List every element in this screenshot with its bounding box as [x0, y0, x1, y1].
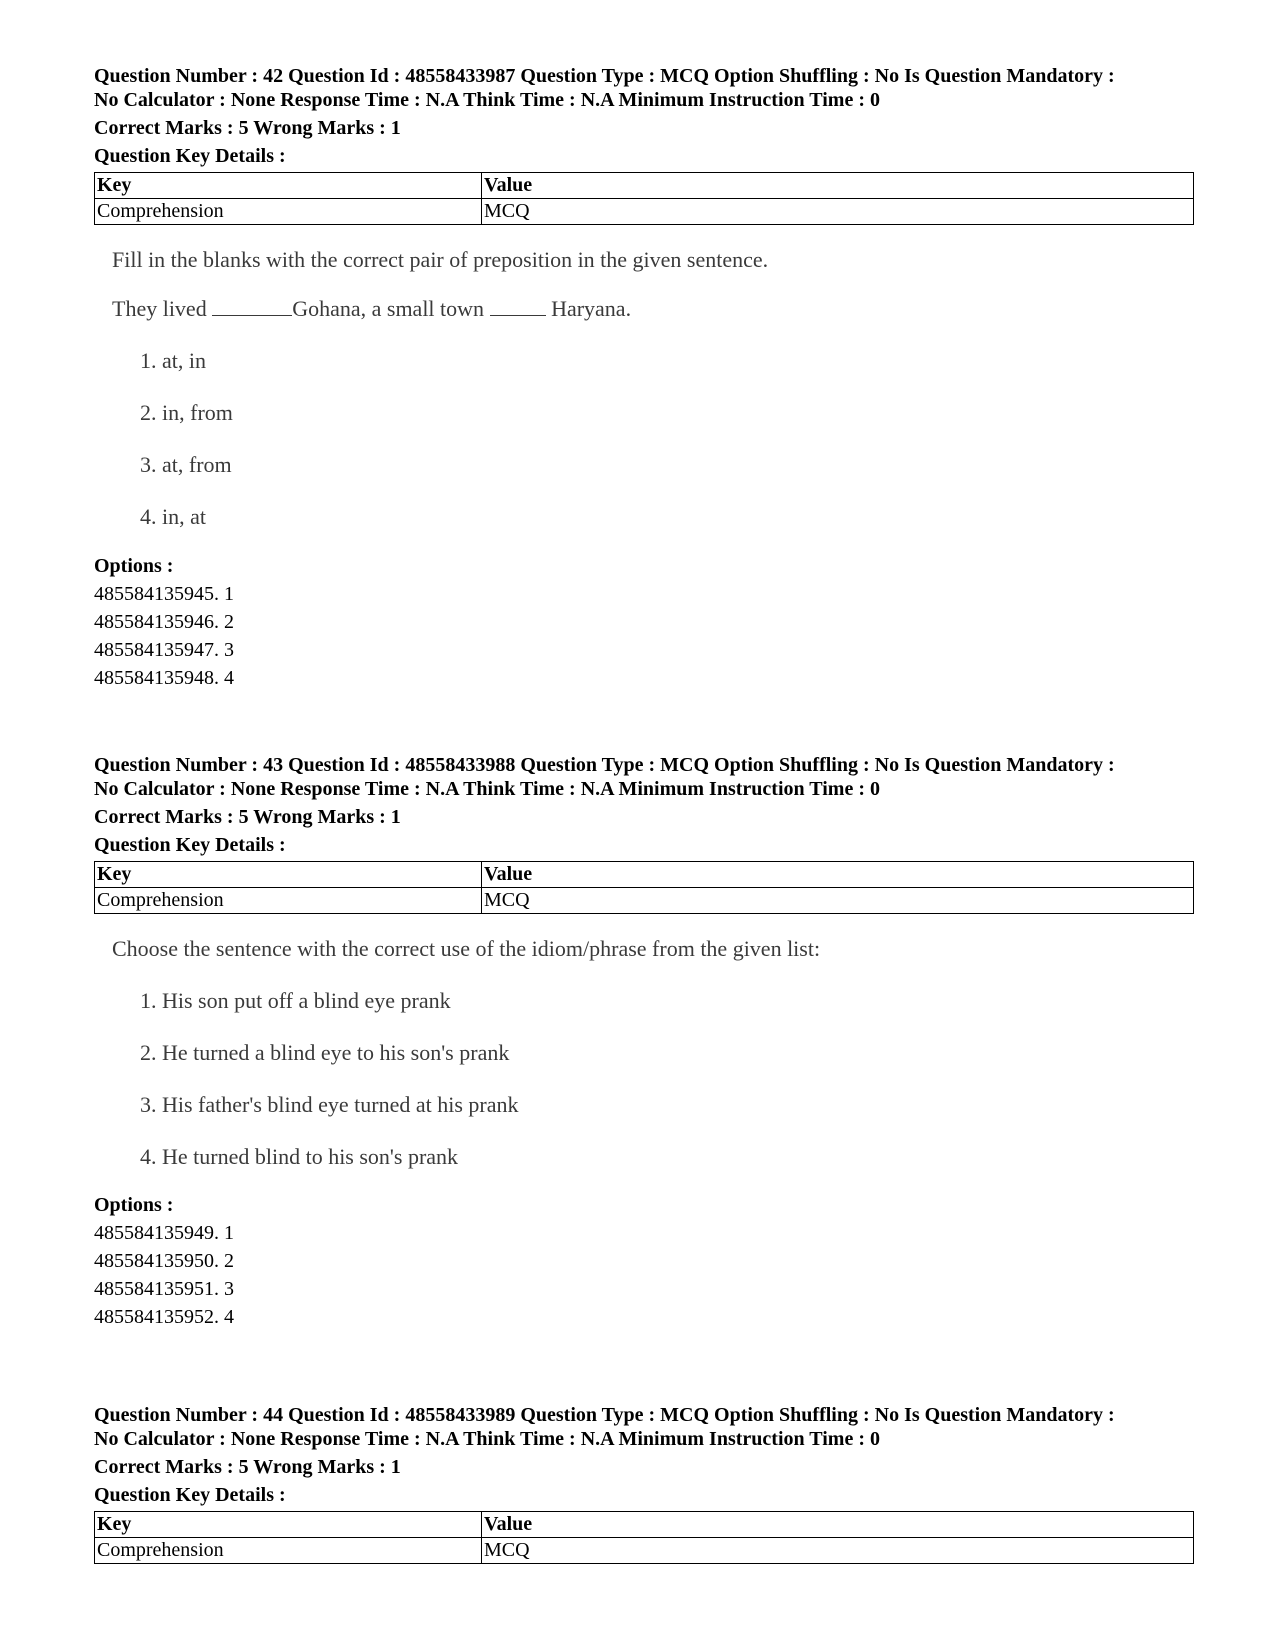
value-header-cell: Value	[482, 862, 1194, 888]
option-item: 485584135947. 3	[94, 639, 234, 661]
table-row	[95, 1538, 1194, 1564]
answer-choice: 1. His son put off a blind eye prank	[140, 988, 451, 1013]
question-meta-line1: Question Number : 42 Question Id : 48558433987 Question Type : MCQ Option Shuffling : No Is Question Mandatory :	[94, 65, 1115, 87]
question-stem	[112, 296, 631, 322]
stem-part: Gohana, a small town	[292, 296, 490, 321]
answer-choice: 2. He turned a blind eye to his son's prank	[140, 1040, 510, 1065]
option-item: 485584135949. 1	[94, 1222, 234, 1244]
key-details-label: Question Key Details :	[94, 834, 286, 856]
stem-part: They lived	[112, 296, 213, 321]
key-header-cell: Key	[95, 1512, 482, 1538]
question-body	[94, 225, 1194, 555]
key-details-table	[94, 861, 1194, 914]
answer-choice: 3. at, from	[140, 452, 232, 477]
question-42	[94, 64, 1194, 695]
blank	[212, 297, 292, 316]
blank	[490, 297, 546, 316]
key-details-table	[94, 172, 1194, 225]
options-label: Options :	[94, 555, 174, 577]
table-header-row	[95, 1512, 1194, 1538]
question-marks: Correct Marks : 5 Wrong Marks : 1	[94, 1456, 401, 1478]
options-section	[94, 555, 1194, 695]
key-cell: Comprehension	[95, 888, 482, 914]
option-item: 485584135948. 4	[94, 667, 234, 689]
option-item: 485584135945. 1	[94, 583, 234, 605]
question-meta-line2: No Calculator : None Response Time : N.A Think Time : N.A Minimum Instruction Time : 0	[94, 1428, 880, 1450]
value-header-cell: Value	[482, 173, 1194, 199]
question-body	[94, 914, 1194, 1194]
table-header-row	[95, 862, 1194, 888]
answer-choice: 4. He turned blind to his son's prank	[140, 1144, 459, 1169]
options-section	[94, 1194, 1194, 1334]
key-cell: Comprehension	[95, 199, 482, 225]
option-item: 485584135946. 2	[94, 611, 234, 633]
option-item: 485584135950. 2	[94, 1250, 234, 1272]
question-meta-line2: No Calculator : None Response Time : N.A Think Time : N.A Minimum Instruction Time : 0	[94, 89, 880, 111]
question-prompt: Choose the sentence with the correct use of the idiom/phrase from the given list:	[112, 936, 821, 961]
key-details-label: Question Key Details :	[94, 145, 286, 167]
question-meta-line2: No Calculator : None Response Time : N.A Think Time : N.A Minimum Instruction Time : 0	[94, 778, 880, 800]
table-header-row	[95, 173, 1194, 199]
answer-choice: 3. His father's blind eye turned at his prank	[140, 1092, 519, 1117]
question-marks: Correct Marks : 5 Wrong Marks : 1	[94, 806, 401, 828]
option-item: 485584135951. 3	[94, 1278, 234, 1300]
value-cell: MCQ	[482, 199, 1194, 225]
question-meta-line1: Question Number : 44 Question Id : 48558433989 Question Type : MCQ Option Shuffling : No Is Question Mandatory :	[94, 1404, 1115, 1426]
value-header-cell: Value	[482, 1512, 1194, 1538]
key-header-cell: Key	[95, 173, 482, 199]
answer-choice: 1. at, in	[140, 348, 206, 373]
table-row	[95, 888, 1194, 914]
question-44	[94, 1403, 1194, 1564]
question-43	[94, 753, 1194, 1334]
option-item: 485584135952. 4	[94, 1306, 234, 1328]
options-label: Options :	[94, 1194, 174, 1216]
value-cell: MCQ	[482, 1538, 1194, 1564]
table-row	[95, 199, 1194, 225]
key-header-cell: Key	[95, 862, 482, 888]
key-details-table	[94, 1511, 1194, 1564]
question-marks: Correct Marks : 5 Wrong Marks : 1	[94, 117, 401, 139]
key-details-label: Question Key Details :	[94, 1484, 286, 1506]
stem-part: Haryana.	[545, 296, 632, 321]
value-cell: MCQ	[482, 888, 1194, 914]
question-meta-line1: Question Number : 43 Question Id : 48558433988 Question Type : MCQ Option Shuffling : No Is Question Mandatory :	[94, 754, 1115, 776]
answer-choice: 2. in, from	[140, 400, 233, 425]
key-cell: Comprehension	[95, 1538, 482, 1564]
question-prompt: Fill in the blanks with the correct pair of preposition in the given sentence.	[112, 247, 769, 272]
answer-choice: 4. in, at	[140, 504, 206, 529]
